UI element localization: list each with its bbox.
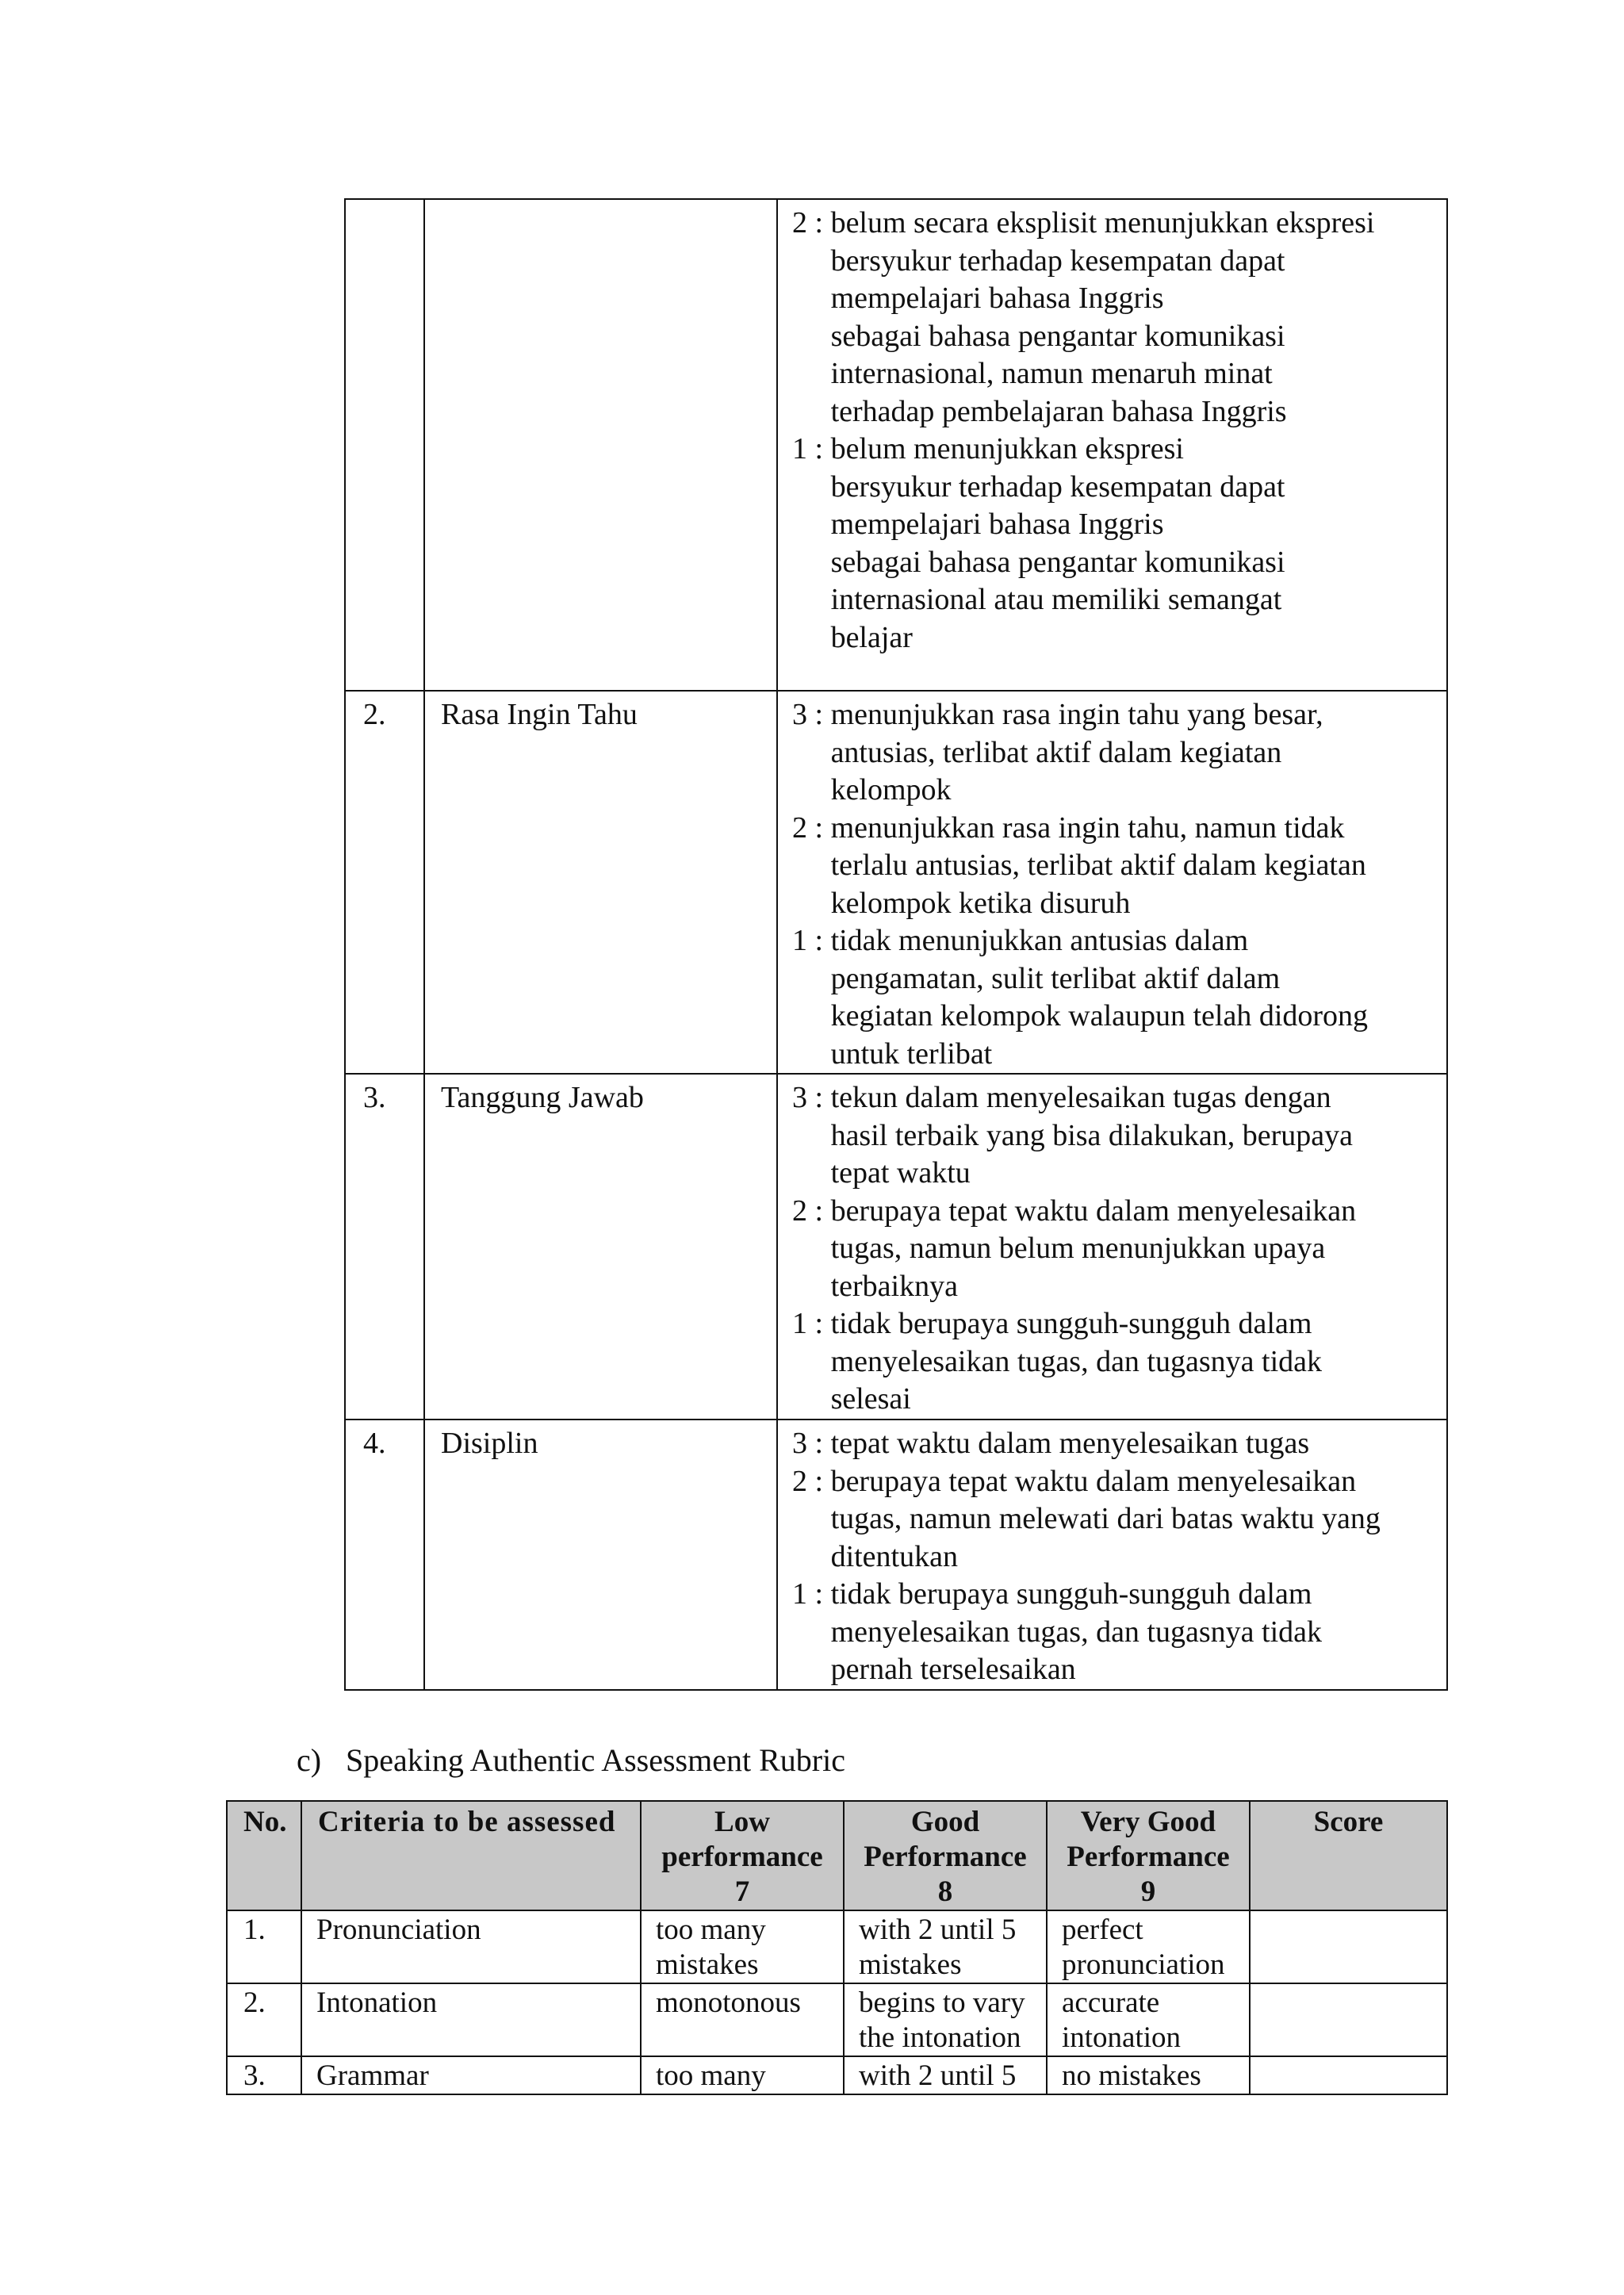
score-level — [792, 205, 1431, 431]
row-number: 3. — [345, 1074, 424, 1420]
descriptor-line: berupaya tepat waktu dalam menyelesaikan — [830, 1464, 1357, 1498]
descriptor-line: tidak berupaya sungguh-sungguh dalam — [830, 1307, 1312, 1340]
good-cell — [844, 2056, 1047, 2094]
cell-line: mistakes — [656, 1948, 759, 1981]
descriptor-line: antusias, terlibat aktif dalam kegiatan — [830, 735, 1282, 769]
header-row — [227, 1801, 1447, 1910]
table-row — [227, 2056, 1447, 2094]
row-number — [345, 199, 424, 691]
descriptor-line: kelompok — [830, 773, 952, 807]
cell-line: intonation — [1062, 2021, 1182, 2054]
descriptor-line: terlalu antusias, terlibat aktif dalam kegiatan — [830, 849, 1366, 882]
cell-line: pronunciation — [1062, 1948, 1225, 1981]
score-level-text — [831, 1463, 1431, 1577]
descriptor-line: menyelesaikan tugas, dan tugasnya tidak — [830, 1615, 1322, 1649]
descriptor-line: bersyukur terhadap kesempatan dapat — [830, 243, 1285, 278]
header-line: Low — [714, 1806, 770, 1838]
descriptor-cell — [777, 1420, 1447, 1690]
descriptor-line: tugas, namun melewati dari batas waktu yang — [830, 1502, 1381, 1535]
good-cell — [844, 1983, 1047, 2056]
score-level-text — [831, 922, 1431, 1073]
score-level — [792, 922, 1431, 1073]
score-level — [792, 1463, 1431, 1577]
score-level-text — [831, 1305, 1431, 1419]
descriptor-line: selesai — [830, 1382, 911, 1416]
table-row — [227, 1983, 1447, 2056]
criteria-cell: Pronunciation — [301, 1910, 641, 1983]
header-good-performance — [844, 1801, 1047, 1910]
score-level — [792, 810, 1431, 923]
speaking-rubric-table — [226, 1800, 1448, 2095]
score-level-text — [831, 205, 1431, 431]
row-number: 1. — [227, 1910, 301, 1983]
score-level-text — [831, 810, 1431, 923]
descriptor-line: hasil terbaik yang bisa dilakukan, berupaya — [830, 1118, 1354, 1152]
descriptor-line: mempelajari bahasa Inggris — [830, 282, 1164, 315]
descriptor-line: ditentukan — [830, 1539, 958, 1573]
header-line: Performance — [864, 1841, 1027, 1873]
descriptor-line: tugas, namun belum menunjukkan upaya — [830, 1232, 1326, 1265]
section-title: Speaking Authentic Assessment Rubric — [346, 1742, 845, 1778]
header-line: 7 — [734, 1875, 750, 1908]
score-level — [792, 1425, 1431, 1463]
table-row — [345, 1420, 1447, 1690]
header-criteria: Criteria to be assessed — [301, 1801, 641, 1910]
score-level — [792, 1079, 1431, 1193]
criteria-cell: Grammar — [301, 2056, 641, 2094]
row-number: 2. — [345, 691, 424, 1074]
descriptor-line: untuk terlibat — [830, 1036, 993, 1071]
descriptor-line: tekun dalam menyelesaikan tugas dengan — [830, 1081, 1331, 1114]
descriptor-line: internasional atau memiliki semangat — [830, 583, 1282, 616]
cell-line: with 2 until 5 — [859, 1914, 1017, 1946]
descriptor-line: terbaiknya — [830, 1269, 958, 1303]
score-level-text — [831, 1425, 1431, 1463]
score-level — [792, 696, 1431, 810]
score-level-number: 1 : — [792, 924, 831, 957]
descriptor-line: menyelesaikan tugas, dan tugasnya tidak — [830, 1344, 1322, 1378]
descriptor-line: sebagai bahasa pengantar komunikasi — [830, 319, 1285, 353]
score-level-text — [831, 1079, 1431, 1193]
score-level — [792, 1576, 1431, 1689]
descriptor-line: sebagai bahasa pengantar komunikasi — [830, 545, 1285, 579]
table-row — [345, 199, 1447, 691]
score-cell — [1250, 2056, 1447, 2094]
score-level-text — [831, 696, 1431, 810]
descriptor-line: terhadap pembelajaran bahasa Inggris — [830, 394, 1287, 428]
cell-line: begins to vary — [859, 1987, 1025, 2019]
descriptor-line: kelompok ketika disuruh — [830, 886, 1131, 920]
descriptor-line: kegiatan kelompok walaupun telah didorong — [830, 999, 1369, 1033]
descriptor-line: menunjukkan rasa ingin tahu yang besar, — [830, 698, 1323, 731]
score-level-number: 2 : — [792, 206, 831, 239]
header-line: Performance — [1067, 1841, 1230, 1873]
descriptor-line: tidak menunjukkan antusias dalam — [830, 924, 1249, 957]
header-line: 9 — [1140, 1875, 1156, 1908]
header-line: performance — [661, 1841, 823, 1873]
header-line: Very Good — [1080, 1806, 1216, 1838]
good-cell — [844, 1910, 1047, 1983]
row-number: 4. — [345, 1420, 424, 1690]
table-row — [345, 1074, 1447, 1420]
score-level-number: 2 : — [792, 1193, 831, 1228]
score-level-text — [831, 1576, 1431, 1689]
table-row — [345, 691, 1447, 1074]
score-level-number: 1 : — [792, 1577, 831, 1611]
descriptor-line: tidak berupaya sungguh-sungguh dalam — [830, 1577, 1312, 1611]
descriptor-line: mempelajari bahasa Inggris — [830, 508, 1164, 541]
aspect-cell: Disiplin — [424, 1420, 777, 1690]
score-level-number: 2 : — [792, 1464, 831, 1498]
low-cell — [641, 1983, 844, 2056]
descriptor-line: tepat waktu dalam menyelesaikan tugas — [830, 1427, 1310, 1460]
descriptor-cell — [777, 691, 1447, 1074]
descriptor-line: belajar — [830, 620, 913, 654]
descriptor-line: menunjukkan rasa ingin tahu, namun tidak — [830, 810, 1345, 845]
score-level-number: 3 : — [792, 1427, 831, 1460]
table-row — [227, 1910, 1447, 1983]
criteria-cell: Intonation — [301, 1983, 641, 2056]
cell-line: accurate — [1062, 1987, 1160, 2019]
score-level-text — [831, 1193, 1431, 1306]
section-marker: c) — [297, 1742, 322, 1778]
descriptor-cell — [777, 1074, 1447, 1420]
descriptor-line: pengamatan, sulit terlibat aktif dalam — [830, 961, 1281, 995]
row-number: 2. — [227, 1983, 301, 2056]
score-level — [792, 1193, 1431, 1306]
section-heading — [297, 1741, 845, 1780]
aspect-cell — [424, 199, 777, 691]
aspect-cell: Rasa Ingin Tahu — [424, 691, 777, 1074]
cell-line: the intonation — [859, 2021, 1021, 2054]
score-level-number: 3 : — [792, 698, 831, 731]
header-no: No. — [227, 1801, 301, 1910]
cell-line: perfect — [1062, 1914, 1143, 1946]
score-cell — [1250, 1983, 1447, 2056]
score-level-number: 1 : — [792, 432, 831, 466]
cell-line: too many — [656, 2059, 766, 2092]
descriptor-cell — [777, 199, 1447, 691]
score-level-text — [831, 431, 1431, 657]
descriptor-line: belum menunjukkan ekspresi — [830, 432, 1184, 466]
descriptor-line: internasional, namun menaruh minat — [830, 357, 1273, 390]
descriptor-line: pernah terselesaikan — [830, 1653, 1076, 1686]
very-good-cell — [1047, 1983, 1250, 2056]
cell-line: mistakes — [859, 1948, 962, 1981]
low-cell — [641, 1910, 844, 1983]
cell-line: no mistakes — [1062, 2059, 1201, 2092]
score-level-number: 2 : — [792, 810, 831, 845]
header-line: 8 — [937, 1875, 953, 1908]
row-number: 3. — [227, 2056, 301, 2094]
header-very-good-performance — [1047, 1801, 1250, 1910]
header-line: Good — [910, 1806, 980, 1838]
header-score: Score — [1250, 1801, 1447, 1910]
descriptor-line: tepat waktu — [830, 1156, 971, 1190]
descriptor-line: bersyukur terhadap kesempatan dapat — [830, 469, 1285, 504]
cell-line: monotonous — [656, 1987, 801, 2019]
descriptor-line: belum secara eksplisit menunjukkan ekspresi — [830, 206, 1375, 239]
cell-line: too many — [656, 1914, 766, 1946]
score-level — [792, 431, 1431, 657]
header-low-performance — [641, 1801, 844, 1910]
attitude-rubric-table — [344, 198, 1448, 1691]
aspect-cell: Tanggung Jawab — [424, 1074, 777, 1420]
score-level-number: 3 : — [792, 1081, 831, 1114]
very-good-cell — [1047, 1910, 1250, 1983]
score-level-number: 1 : — [792, 1307, 831, 1340]
score-cell — [1250, 1910, 1447, 1983]
cell-line: with 2 until 5 — [859, 2059, 1017, 2092]
low-cell — [641, 2056, 844, 2094]
very-good-cell — [1047, 2056, 1250, 2094]
descriptor-line: berupaya tepat waktu dalam menyelesaikan — [830, 1193, 1357, 1228]
score-level — [792, 1305, 1431, 1419]
